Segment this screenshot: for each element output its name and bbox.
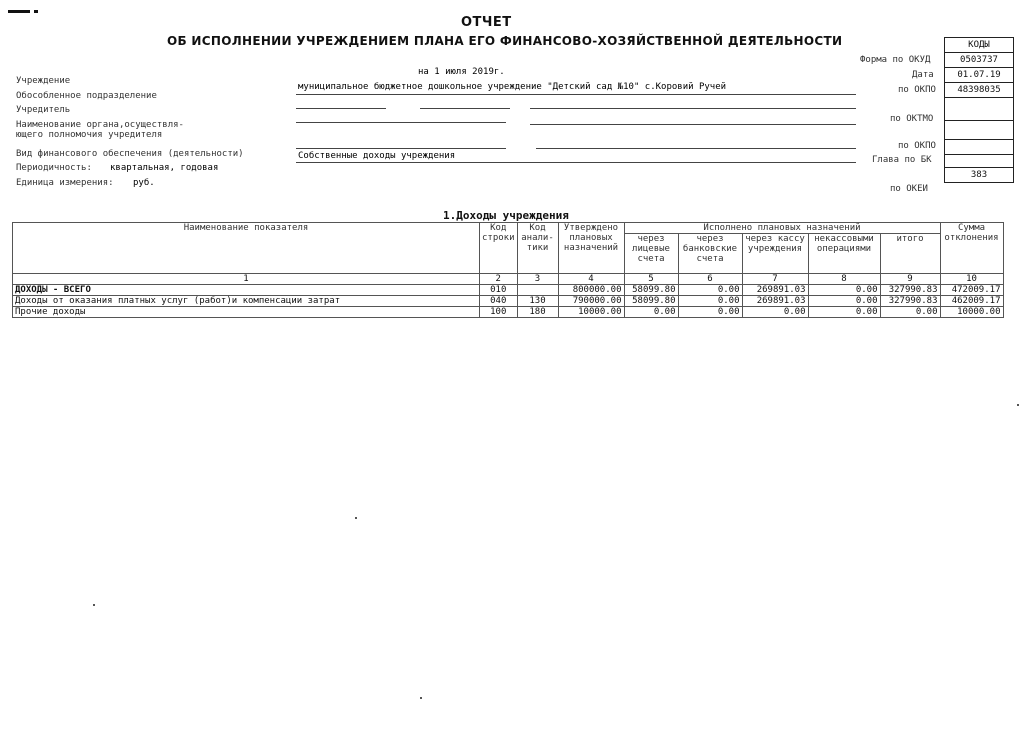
row-analytics: 180 — [517, 307, 558, 318]
row-total: 327990.83 — [880, 296, 940, 307]
underline — [420, 108, 510, 109]
period-label: Периодичность: — [16, 163, 92, 173]
empty-code — [945, 154, 1013, 167]
okpo2-label: по ОКПО — [898, 141, 936, 151]
col-number: 1 — [13, 274, 480, 285]
report-subtitle: ОБ ИСПОЛНЕНИИ УЧРЕЖДЕНИЕМ ПЛАНА ЕГО ФИНАНСОВО-ХОЗЯЙСТВЕННОЙ ДЕЯТЕЛЬНОСТИ — [167, 34, 843, 48]
row-code: 040 — [480, 296, 518, 307]
row-analytics — [517, 285, 558, 296]
underline — [530, 124, 856, 125]
underline — [296, 162, 856, 163]
row-total: 0.00 — [880, 307, 940, 318]
table-row — [13, 307, 1004, 318]
row-name: Прочие доходы — [13, 307, 480, 318]
row-personal: 58099.80 — [624, 285, 678, 296]
col-deviation-header: Сумма отклонения — [940, 223, 1003, 274]
underline — [296, 148, 506, 149]
underline — [296, 108, 386, 109]
scan-speck — [420, 697, 422, 699]
row-noncash: 0.00 — [808, 307, 880, 318]
row-bank: 0.00 — [678, 307, 742, 318]
col-approved-header: Утверждено плановых назначений — [558, 223, 624, 274]
col-number: 8 — [808, 274, 880, 285]
row-approved: 790000.00 — [558, 296, 624, 307]
underline — [296, 94, 856, 95]
scan-mark — [34, 10, 38, 13]
col-total-header: итого — [880, 234, 940, 274]
institution-label: Учреждение — [16, 76, 71, 86]
row-deviation: 10000.00 — [940, 307, 1003, 318]
row-deviation: 472009.17 — [940, 285, 1003, 296]
okpo2-code — [945, 120, 1013, 139]
col-noncash-header: некассовыми операциями — [808, 234, 880, 274]
okei-code: 383 — [945, 167, 1013, 182]
income-table — [12, 222, 1004, 318]
date-code: 01.07.19 — [945, 67, 1013, 82]
division-label: Обособленное подразделение — [16, 91, 157, 101]
oktmo-code — [945, 97, 1013, 120]
row-code: 100 — [480, 307, 518, 318]
row-bank: 0.00 — [678, 285, 742, 296]
row-approved: 10000.00 — [558, 307, 624, 318]
finance-label: Вид финансового обеспечения (деятельности) — [16, 149, 244, 159]
row-cash: 269891.03 — [742, 296, 808, 307]
row-total: 327990.83 — [880, 285, 940, 296]
glava-code — [945, 139, 1013, 154]
period-value: квартальная, годовая — [110, 163, 219, 173]
founder-label: Учредитель — [16, 105, 71, 115]
col-number: 3 — [517, 274, 558, 285]
col-bank-header: через банковские счета — [678, 234, 742, 274]
row-noncash: 0.00 — [808, 296, 880, 307]
col-number: 5 — [624, 274, 678, 285]
col-number: 2 — [480, 274, 518, 285]
scan-speck — [1017, 404, 1019, 406]
report-title: ОТЧЕТ — [461, 15, 512, 30]
column-numbers-row — [13, 274, 1004, 285]
okei-label: по ОКЕИ — [890, 184, 928, 194]
row-name: Доходы от оказания платных услуг (работ)и компенсации затрат — [13, 296, 480, 307]
date-label: Дата — [912, 70, 934, 80]
col-number: 7 — [742, 274, 808, 285]
codes-title: КОДЫ — [968, 40, 990, 50]
row-cash: 269891.03 — [742, 285, 808, 296]
col-name-header: Наименование показателя — [13, 223, 480, 274]
scan-speck — [93, 604, 95, 606]
row-code: 010 — [480, 285, 518, 296]
institution-value: муниципальное бюджетное дошкольное учреждение "Детский сад №10" с.Коровий Ручей — [298, 82, 727, 92]
okpo-code: 48398035 — [945, 82, 1013, 97]
col-code-header: Код строки — [480, 223, 518, 274]
section-title: 1.Доходы учреждения — [443, 209, 569, 222]
underline — [530, 108, 856, 109]
col-number: 10 — [940, 274, 1003, 285]
unit-label: Единица измерения: — [16, 178, 114, 188]
col-cash-header: через кассу учреждения — [742, 234, 808, 274]
okud-code: 0503737 — [945, 52, 1013, 67]
row-bank: 0.00 — [678, 296, 742, 307]
underline — [296, 122, 506, 123]
okud-label: Форма по ОКУД — [860, 55, 931, 65]
col-number: 9 — [880, 274, 940, 285]
col-analytics-header: Код анали-тики — [517, 223, 558, 274]
unit-value: руб. — [133, 178, 155, 188]
table-row — [13, 285, 1004, 296]
col-number: 4 — [558, 274, 624, 285]
col-number: 6 — [678, 274, 742, 285]
oktmo-label: по ОКТМО — [890, 114, 934, 124]
row-approved: 800000.00 — [558, 285, 624, 296]
finance-value: Собственные доходы учреждения — [298, 151, 456, 161]
row-noncash: 0.00 — [808, 285, 880, 296]
col-executed-header: Исполнено плановых назначений — [624, 223, 940, 234]
okpo-label: по ОКПО — [898, 85, 936, 95]
row-analytics: 130 — [517, 296, 558, 307]
table-header-row — [13, 223, 1004, 234]
row-deviation: 462009.17 — [940, 296, 1003, 307]
row-cash: 0.00 — [742, 307, 808, 318]
scan-mark — [8, 10, 30, 13]
glava-label: Глава по БК — [872, 155, 932, 165]
row-personal: 58099.80 — [624, 296, 678, 307]
underline — [536, 148, 856, 149]
report-date: на 1 июля 2019г. — [418, 67, 505, 77]
authority-label-2: ющего полномочия учредителя — [16, 130, 163, 140]
scan-speck — [355, 517, 357, 519]
row-name: ДОХОДЫ - ВСЕГО — [13, 285, 480, 296]
col-personal-header: через лицевые счета — [624, 234, 678, 274]
table-row — [13, 296, 1004, 307]
authority-label-1: Наименование органа,осуществля- — [16, 120, 184, 130]
row-personal: 0.00 — [624, 307, 678, 318]
codes-box — [944, 37, 1014, 183]
